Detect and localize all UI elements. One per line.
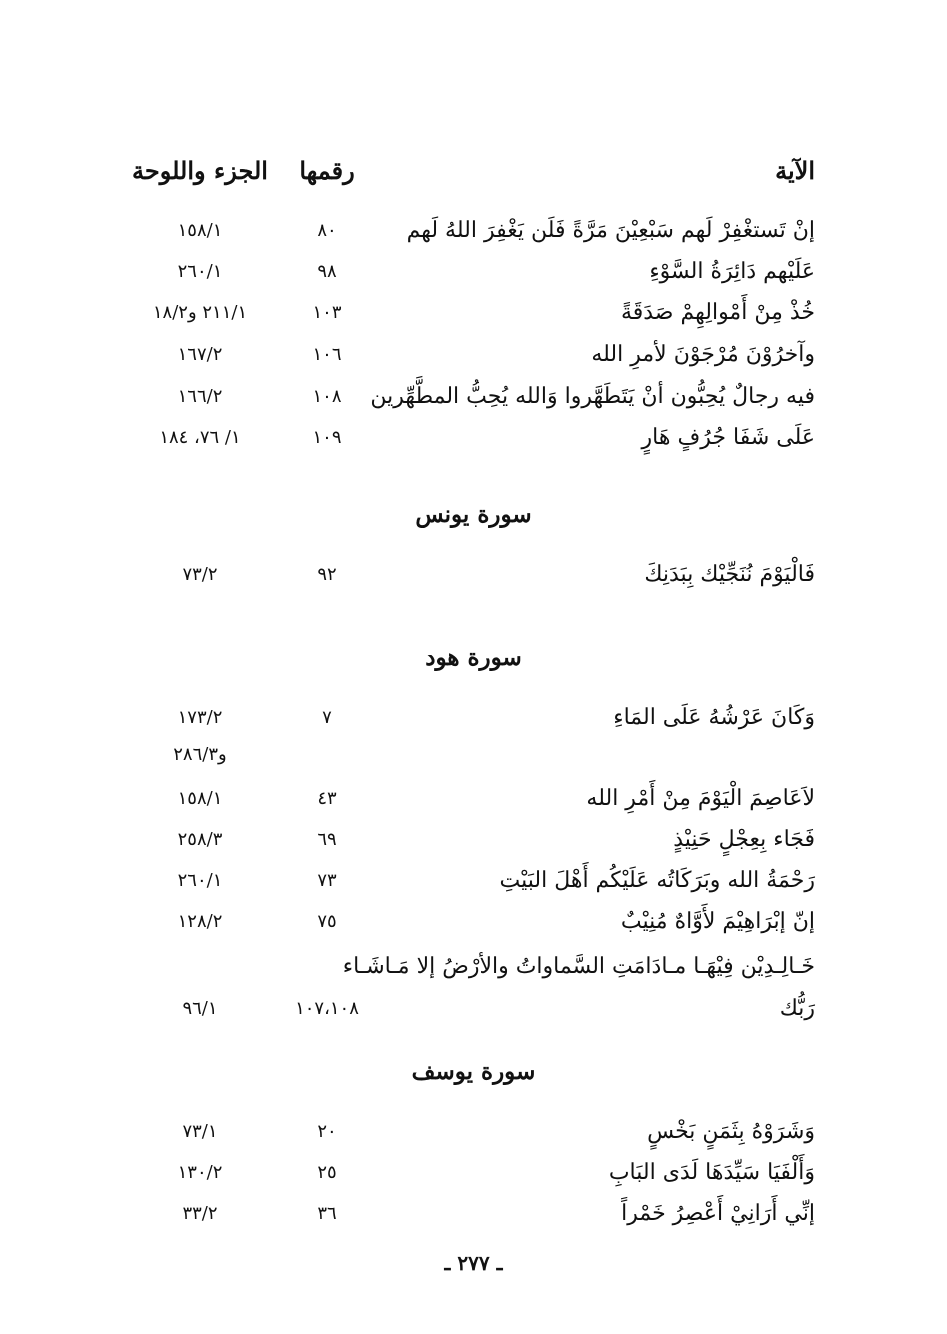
verse-text: إنّ إبْرَاهِيْمَ لأَوَّاهٌ مُنِيْبٌ <box>620 909 815 934</box>
table-row <box>0 782 947 816</box>
table-row <box>0 296 947 330</box>
table-row <box>0 905 947 939</box>
sura-title: سورة هود <box>425 644 522 671</box>
table-row <box>0 338 947 372</box>
volume-ref: ٢٦٠/١ <box>177 261 223 282</box>
header-verse: الآية <box>775 156 815 185</box>
volume-ref: ١٢٨/٢ <box>177 911 223 932</box>
verse-text: فيه رجالٌ يُحِبُّون أنْ يَتَطَهَّروا وَالله يُحِبُّ المطَّهِّرين <box>370 384 815 409</box>
verse-number: ١٠٨ <box>312 386 342 407</box>
verse-text: فَالْيَوْمَ نُنَجِّيْك بِبَدَنِكَ <box>644 562 815 587</box>
verse-number: ٤٣ <box>317 788 337 809</box>
volume-ref: و٢٨٦/٣ <box>173 744 227 765</box>
verse-number: ٢٠ <box>317 1121 337 1142</box>
header-number: رقمها <box>299 156 355 185</box>
sura-title: سورة يونس <box>415 501 532 528</box>
sura-heading <box>0 641 947 675</box>
verse-number: ١٠٦ <box>312 344 342 365</box>
verse-text: لاَعَاصِمَ الْيَوْمَ مِنْ أَمْرِ الله <box>586 786 815 811</box>
table-row <box>0 214 947 248</box>
table-row <box>0 738 947 772</box>
verse-text: وَأَلْفَيَا سَيِّدَهَا لَدَى البَابِ <box>608 1160 815 1185</box>
table-row <box>0 823 947 857</box>
verse-text: فَجَاء بِعِجْلٍ حَنِيْذٍ <box>673 827 815 852</box>
volume-ref: ٩٦/١ <box>182 998 218 1019</box>
volume-ref: ٢٥٨/٣ <box>177 829 223 850</box>
verse-number: ١٠٣ <box>312 302 342 323</box>
verse-number: ١٠٩ <box>312 427 342 448</box>
table-row <box>0 421 947 455</box>
volume-ref: ٧٣/١ <box>182 1121 218 1142</box>
volume-ref: ٣٣/٢ <box>182 1203 218 1224</box>
verse-number: ٧٣ <box>317 870 337 891</box>
volume-ref: ١٣٠/٢ <box>177 1162 223 1183</box>
verse-number: ٩٨ <box>317 261 337 282</box>
verse-number: ١٠٧،١٠٨ <box>295 998 359 1019</box>
verse-number: ٧ <box>322 707 332 728</box>
table-row <box>0 558 947 592</box>
verse-number: ٣٦ <box>317 1203 337 1224</box>
sura-title: سورة يوسف <box>411 1058 536 1085</box>
volume-ref: ٧٣/٢ <box>182 564 218 585</box>
table-row <box>0 864 947 898</box>
verse-text: وآخرُوْنَ مُرْجَوْنَ لأمرِ الله <box>591 342 815 367</box>
sura-heading <box>0 1055 947 1089</box>
volume-ref: ١٥٨/١ <box>177 220 223 241</box>
table-row <box>0 1156 947 1190</box>
volume-ref: ١٦٧/٢ <box>177 344 223 365</box>
volume-ref: ١٥٨/١ <box>177 788 223 809</box>
verse-number: ٧٥ <box>317 911 337 932</box>
table-row <box>0 1197 947 1231</box>
verse-text: إنْ تَستغْفِرْ لَهم سَبْعِيْنَ مَرَّةً فَلَن يَغْفِرَ اللهُ لَهم <box>406 218 815 243</box>
verse-text: عَلَيْهم دَائِرَةُ السَّوْءِ <box>649 259 815 284</box>
verse-number: ٦٩ <box>317 829 337 850</box>
verse-text: وَكَانَ عَرْشُهُ عَلَى المَاءِ <box>613 705 815 730</box>
verse-number: ٢٥ <box>317 1162 337 1183</box>
header-ref: الجزء واللوحة <box>132 156 268 185</box>
verse-number: ٩٢ <box>317 564 337 585</box>
volume-ref: ١/ ٧٦، ١٨٤ <box>159 427 241 448</box>
verse-text: خُذْ مِنْ أَمْوالِهِمْ صَدَقَةً <box>620 300 815 325</box>
table-row <box>0 950 947 984</box>
volume-ref: ٢١١/١ و١٨/٢ <box>152 302 248 323</box>
table-header <box>0 154 947 188</box>
sura-heading <box>0 498 947 532</box>
volume-ref: ٢٦٠/١ <box>177 870 223 891</box>
table-row <box>0 380 947 414</box>
verse-text: خَـالِـدِيْن فِيْهَـا مـادَامَتِ السَّماواتُ والأرْضُ إلا مَـاشَـاء <box>342 954 815 979</box>
verse-text: رَبُّك <box>779 996 815 1021</box>
table-row <box>0 1115 947 1149</box>
table-row <box>0 992 947 1026</box>
page-number: ـ ٢٧٧ ـ <box>444 1251 503 1275</box>
table-row <box>0 255 947 289</box>
verse-text: إنِّي أَرَانِيْ أَعْصِرُ خَمْراً <box>621 1201 815 1226</box>
table-row <box>0 701 947 735</box>
verse-text: عَلَى شَفَا جُرُفٍ هَارٍ <box>641 425 815 450</box>
verse-number: ٨٠ <box>317 220 337 241</box>
volume-ref: ١٧٣/٢ <box>177 707 223 728</box>
verse-text: وَشَرَوْهُ بِثَمَنٍ بَخْسٍ <box>647 1119 815 1144</box>
verse-text: رَحْمَةُ الله وبَرَكَاتُه عَلَيْكُم أَهْلَ البَيْتِ <box>499 868 815 893</box>
volume-ref: ١٦٦/٢ <box>177 386 223 407</box>
